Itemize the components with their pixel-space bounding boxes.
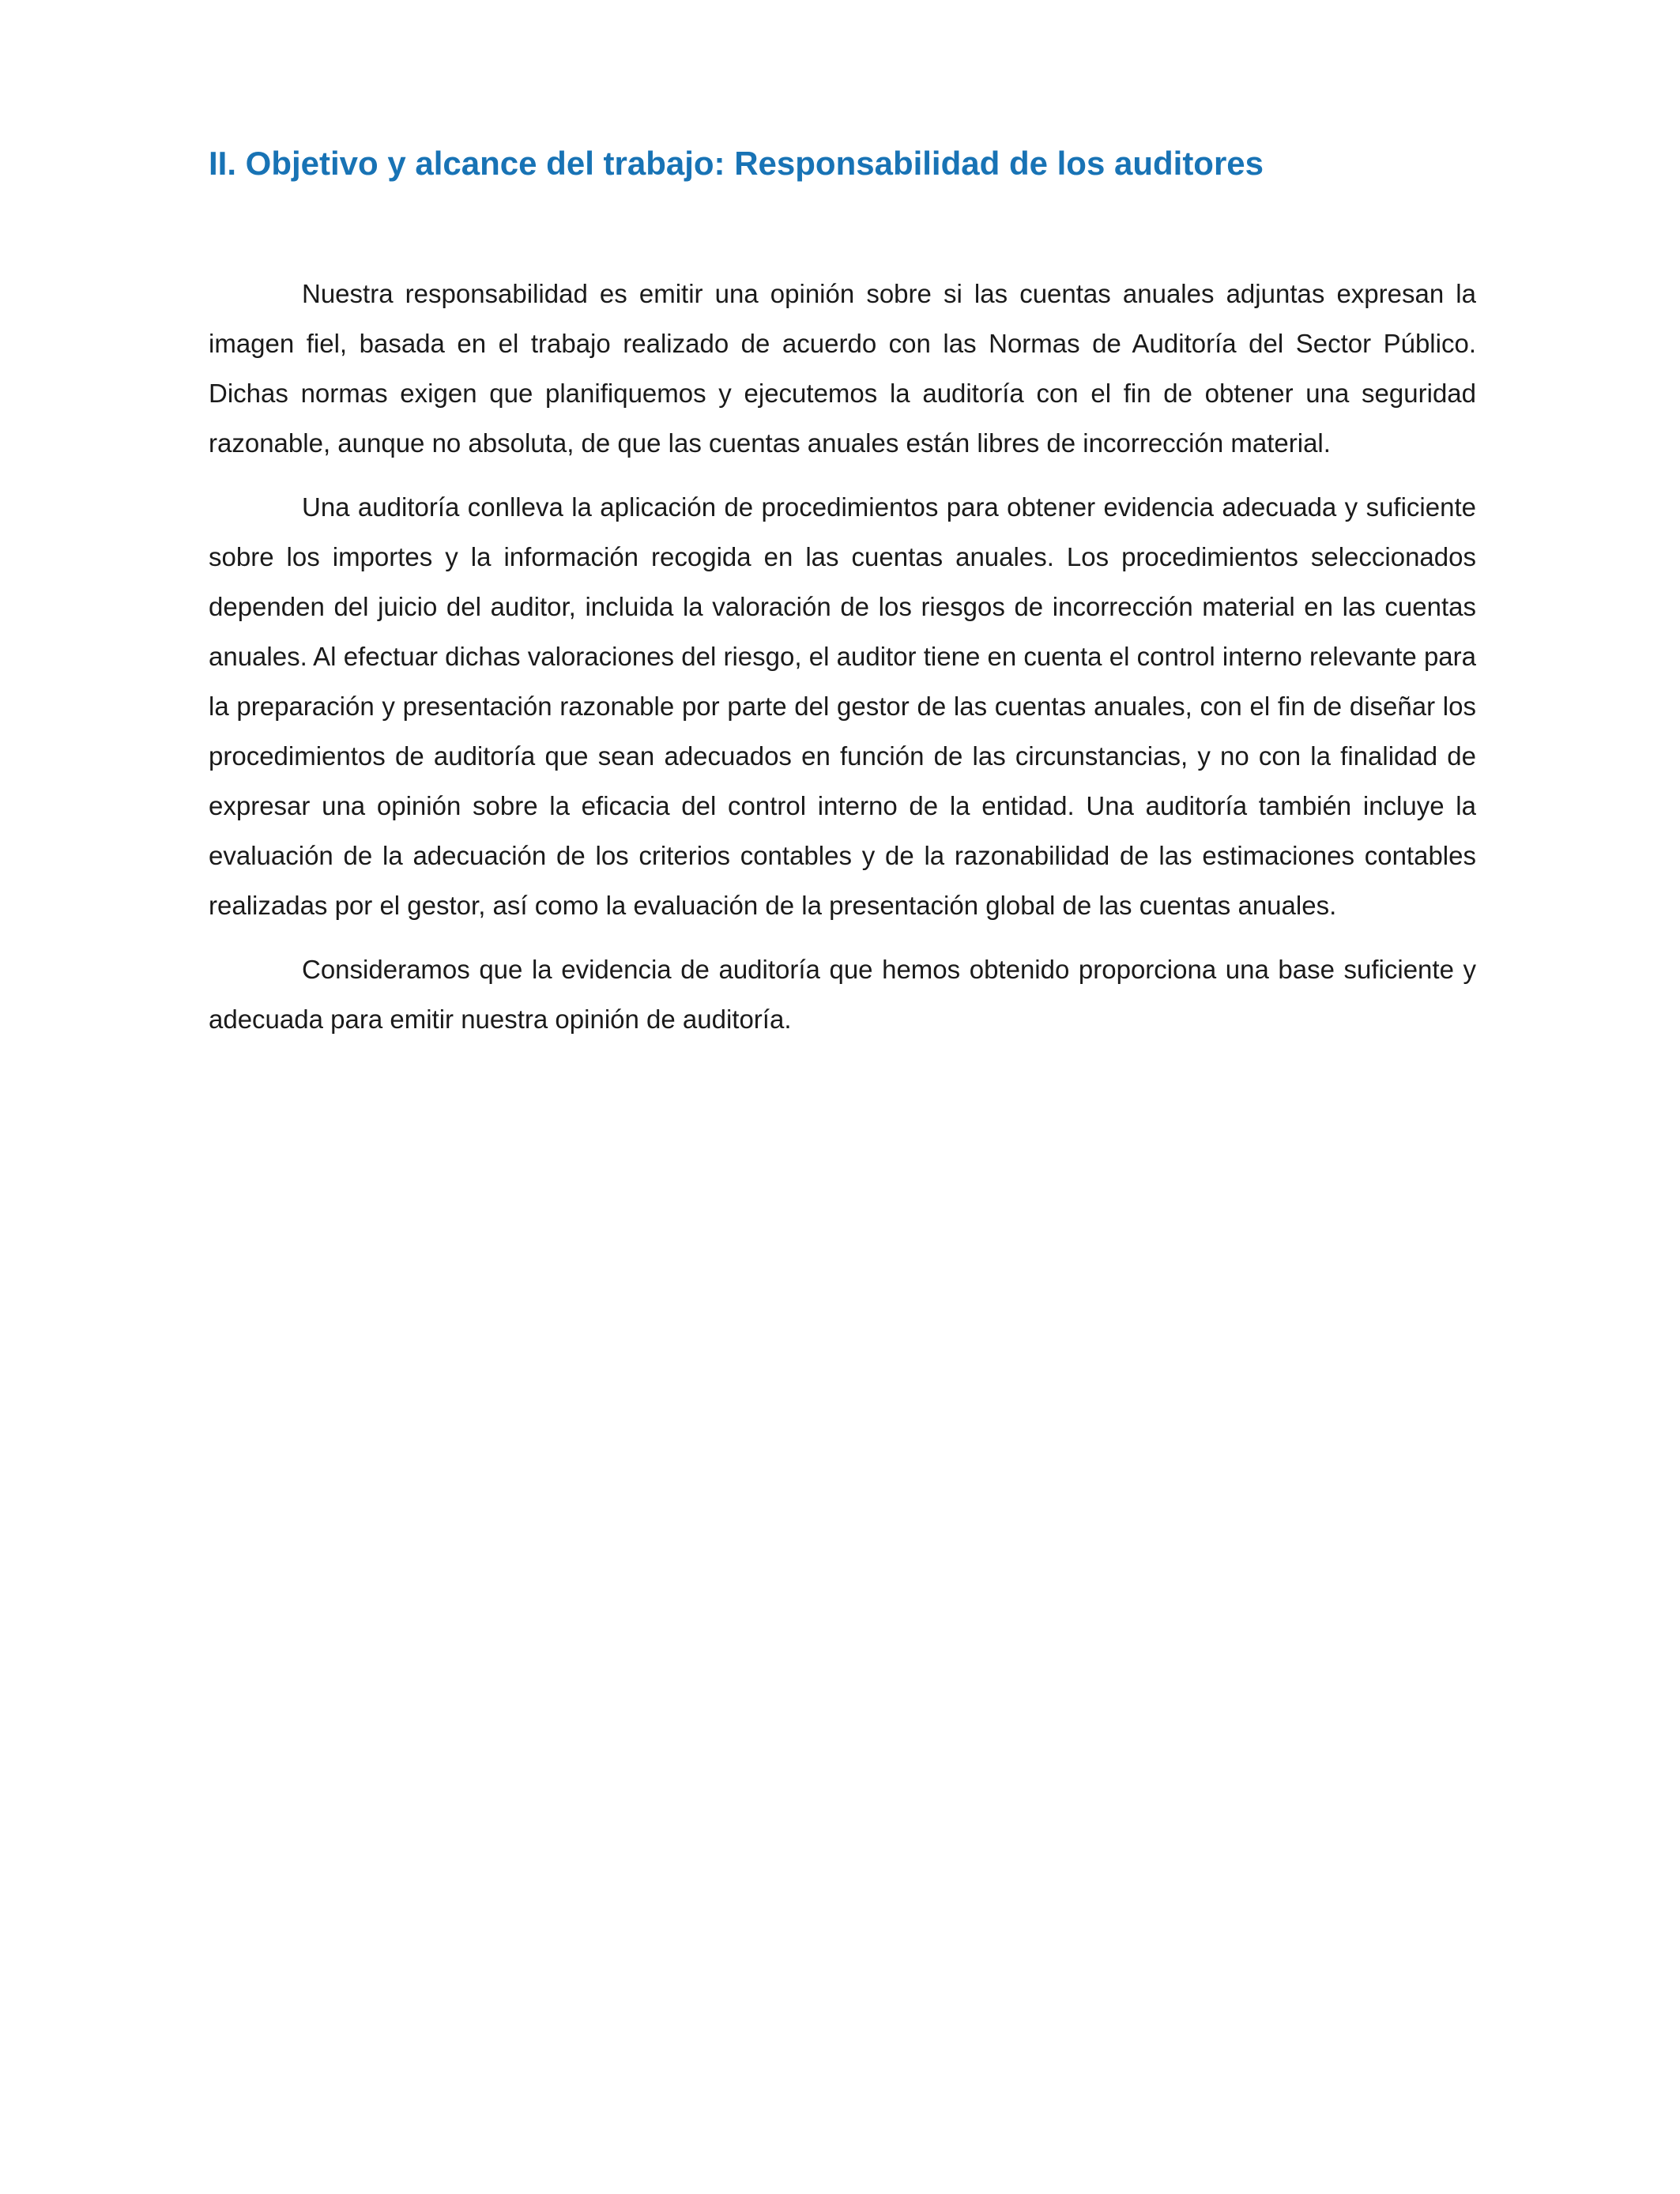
section-body xyxy=(209,269,1476,1058)
paragraph-audit-procedures: Una auditoría conlleva la aplicación de procedimientos para obtener evidencia adecuada y suficiente sobre los importes y la información recogida en las cuentas anuales. Los procedimientos seleccionados dependen del juicio del auditor, incluida la valoración de los riesgos de incorrección material en las cuentas anuales. Al efectuar dichas valoraciones del riesgo, el auditor tiene en cuenta el control interno relevante para la preparación y presentación razonable por parte del gestor de las cuentas anuales, con el fin de diseñar los procedimientos de auditoría que sean adecuados en función de las circunstancias, y no con la finalidad de expresar una opinión sobre la eficacia del control interno de la entidad. Una auditoría también incluye la evaluación de la adecuación de los criterios contables y de la razonabilidad de las estimaciones contables realizadas por el gestor, así como la evaluación de la presentación global de las cuentas anuales. xyxy=(209,492,1476,920)
section-heading: II. Objetivo y alcance del trabajo: Responsabilidad de los auditores xyxy=(209,145,1264,182)
paragraph-responsibility: Nuestra responsabilidad es emitir una opinión sobre si las cuentas anuales adjuntas expresan la imagen fiel, basada en el trabajo realizado de acuerdo con las Normas de Auditoría del Sector Público. Dichas normas exigen que planifiquemos y ejecutemos la auditoría con el fin de obtener una seguridad razonable, aunque no absoluta, de que las cuentas anuales están libres de incorrección material. xyxy=(209,279,1476,458)
paragraph-evidence-conclusion: Consideramos que la evidencia de auditoría que hemos obtenido proporciona una base suficiente y adecuada para emitir nuestra opinión de auditoría. xyxy=(209,955,1476,1034)
